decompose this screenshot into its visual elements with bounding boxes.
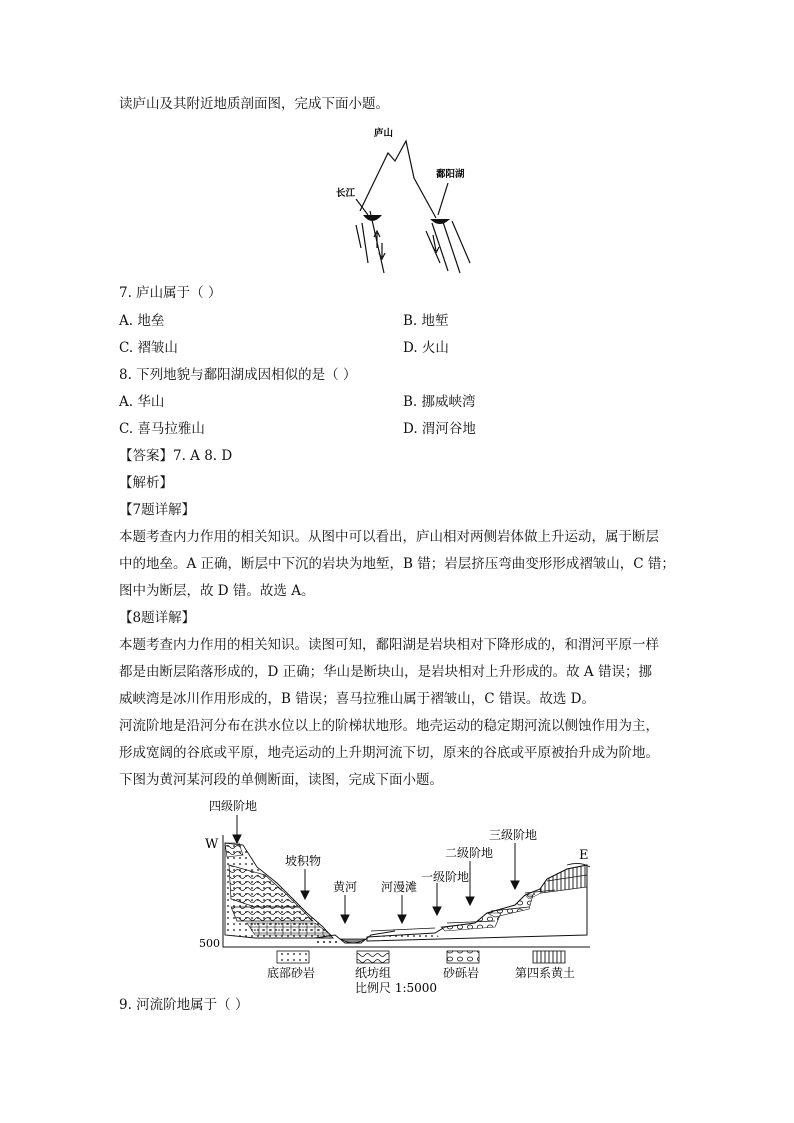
label-changjiang: 长江	[336, 188, 356, 199]
legend-swatch-conglomerate	[447, 951, 479, 963]
intro-text-2-line-3: 下图为黄河某河段的单侧断面，读图，完成下面小题。	[119, 772, 443, 788]
detail-7-line-2: 中的地垒。A 正确，断层中下沉的岩块为地堑，B 错；岩层挤压弯曲变形形成褶皱山，C 错；	[119, 556, 675, 572]
label-poyang-lake: 鄱阳湖	[436, 169, 465, 180]
q7-option-b: B. 地堑	[403, 313, 449, 329]
label-floodplain: 河漫滩	[381, 880, 418, 894]
q7-option-a: A. 地垒	[119, 313, 165, 329]
legend-swatch-sandstone	[277, 951, 309, 963]
label-yellow-river: 黄河	[333, 880, 358, 894]
legend-label-loess: 第四系黄土	[515, 966, 576, 980]
detail-7-line-1: 本题考查内力作用的相关知识。从图中可以看出，庐山相对两侧岩体做上升运动，属于断层	[119, 529, 659, 545]
detail-8-line-1: 本题考查内力作用的相关知识。读图可知，鄱阳湖是岩块相对下降形成的，和渭河平原一样	[119, 637, 659, 653]
intro-text-2-line-2: 形成宽阔的谷底或平原，地壳运动的上升期河流下切，原来的谷底或平原被抬升成为阶地。	[119, 745, 659, 761]
legend-swatch-loess	[533, 951, 565, 963]
q8-option-b: B. 挪威峡湾	[403, 394, 476, 410]
label-elevation: 500	[199, 937, 220, 950]
intro-text-1: 读庐山及其附近地质剖面图，完成下面小题。	[119, 96, 389, 112]
detail-7-label: 【7题详解】	[119, 502, 196, 518]
label-colluvium: 坡积物	[285, 854, 322, 868]
q7-option-d: D. 火山	[403, 340, 449, 356]
q8-option-c: C. 喜马拉雅山	[119, 421, 205, 437]
detail-8-line-3: 威峡湾是冰川作用形成的，B 错误；喜马拉雅山属于褶皱山，C 错误。故选 D。	[119, 691, 595, 707]
label-terrace-3: 三级阶地	[489, 828, 538, 842]
q7-option-c: C. 褶皱山	[119, 340, 178, 356]
intro-text-2-line-1: 河流阶地是沿河分布在洪水位以上的阶梯状地形。地壳运动的稳定期河流以侧蚀作用为主，	[119, 718, 659, 734]
legend-label-conglomerate: 砂砾岩	[443, 966, 480, 980]
question-7-stem: 7. 庐山属于（ ）	[119, 285, 222, 301]
question-9-stem: 9. 河流阶地属于（ ）	[119, 997, 249, 1013]
detail-8-line-2: 都是由断层陷落形成的，D 正确；华山是断块山，是岩块相对上升形成的。故 A 错误；挪	[119, 664, 652, 680]
label-east: E	[579, 848, 589, 863]
legend-label-sandstone: 底部砂岩	[267, 966, 316, 980]
scale-label: 比例尺 1:5000	[355, 981, 438, 995]
river-terrace-diagram	[195, 795, 605, 995]
lushan-profile-diagram	[330, 123, 490, 278]
q8-option-d: D. 渭河谷地	[403, 421, 476, 437]
question-8-stem: 8. 下列地貌与鄱阳湖成因相似的是（ ）	[119, 367, 357, 383]
answer-line: 【答案】7. A 8. D	[119, 448, 233, 464]
detail-8-label: 【8题详解】	[119, 610, 196, 626]
legend-swatch-zhifang	[357, 951, 389, 963]
label-terrace-1: 一级阶地	[421, 870, 470, 884]
q8-option-a: A. 华山	[119, 394, 165, 410]
label-lushan: 庐山	[374, 128, 394, 139]
label-terrace-4: 四级阶地	[209, 799, 258, 813]
legend-label-zhifang: 纸坊组	[355, 966, 392, 980]
label-west: W	[205, 837, 219, 852]
detail-7-line-3: 图中为断层，故 D 错。故选 A。	[119, 583, 315, 599]
label-terrace-2: 二级阶地	[445, 846, 494, 860]
analysis-label: 【解析】	[119, 475, 173, 491]
